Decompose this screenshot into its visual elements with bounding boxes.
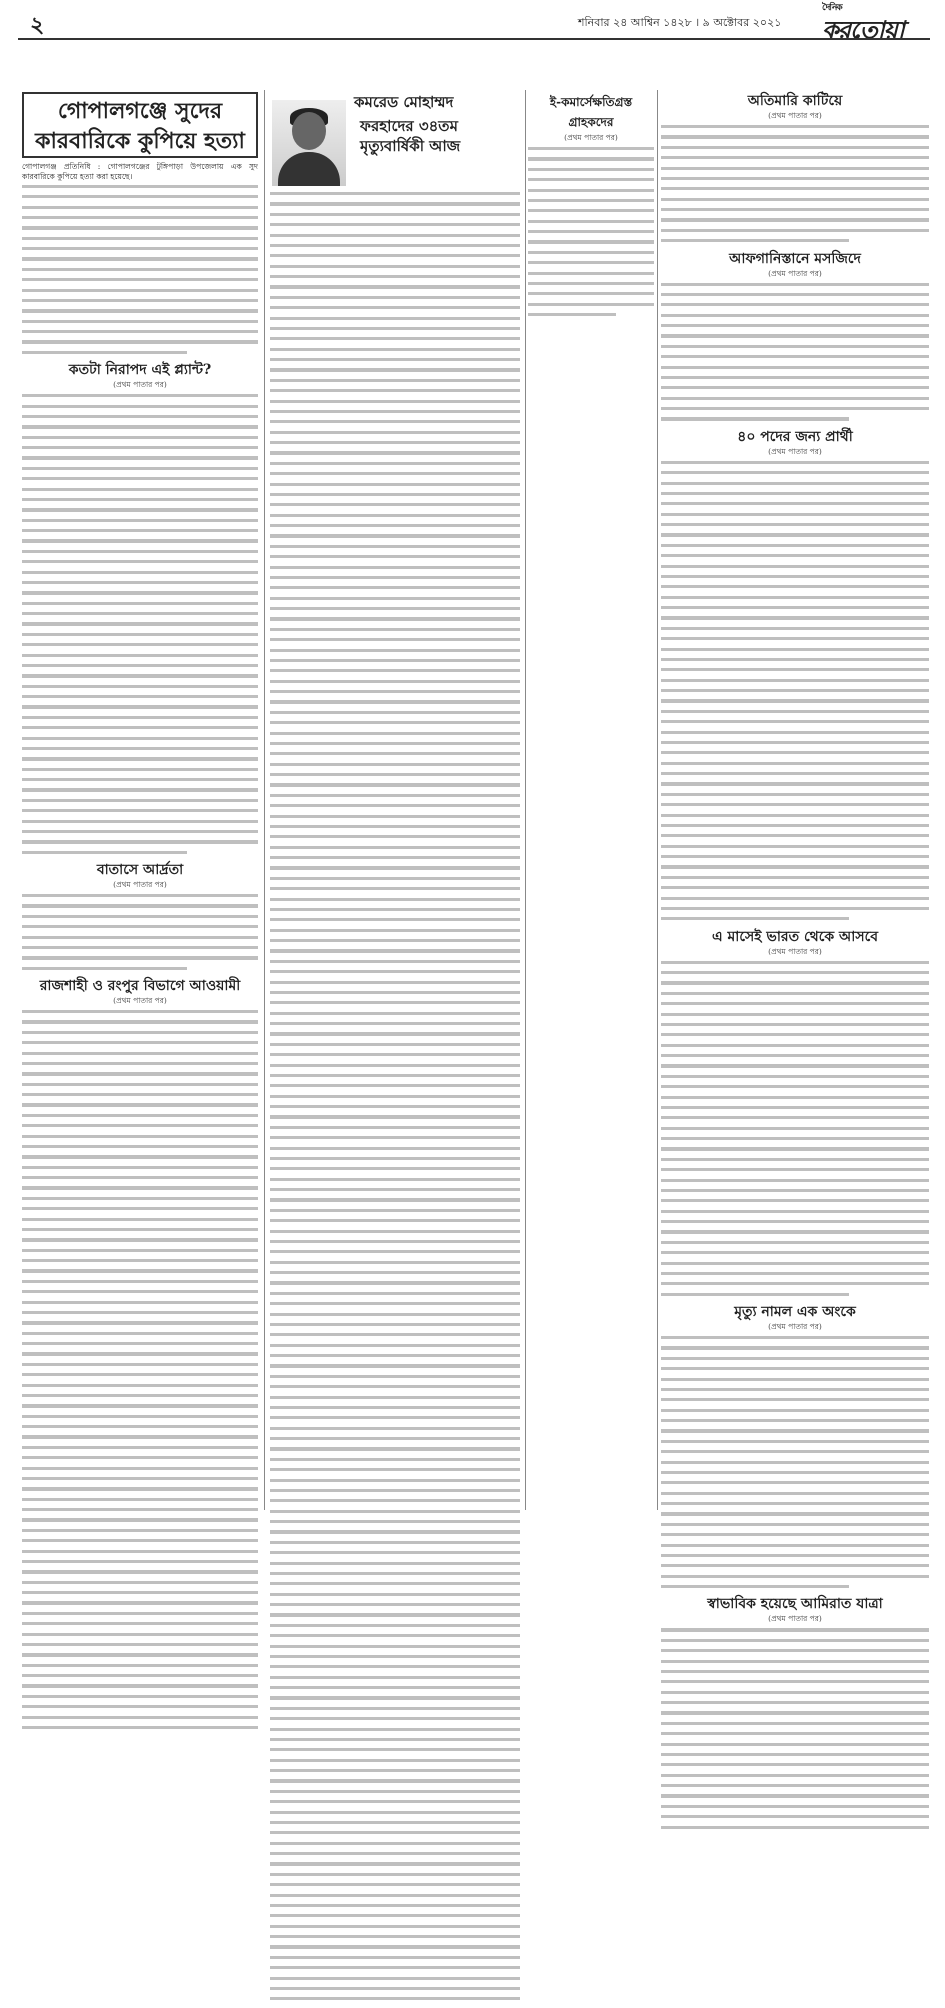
batas-headline: বাতাসে আর্দ্রতা [96, 862, 184, 879]
newspaper-logo [822, 4, 904, 52]
death-continuation: (প্রথম পাতার পর) [768, 1322, 822, 1331]
comrade-lines [346, 116, 520, 156]
rajshahi-continuation: (প্রথম পাতার পর) [113, 996, 167, 1006]
kotota-body [22, 394, 258, 854]
logo-tagline: দৈনিক [822, 3, 842, 13]
comrade-headline-2: ফরহাদের ৩৪তম [360, 117, 458, 135]
gopalganj-body [22, 185, 258, 354]
column-3 [528, 92, 654, 1508]
issue-date: শনিবার ২৪ আশ্বিন ১৪২৮ । ৯ অক্টোবর ২০২১ [578, 16, 782, 29]
gopalganj-headline-1: গোপালগঞ্জে সুদের [57, 98, 223, 124]
india-body [661, 961, 929, 1296]
column-2 [270, 92, 520, 1508]
comrade-body [270, 192, 520, 2008]
column-divider [264, 90, 265, 1510]
amirat-body [661, 1628, 929, 1828]
header-rule [18, 38, 930, 40]
ecommerce-headline: ই-কমার্সেক্ষতিগ্রস্ত গ্রাহকদের [549, 95, 633, 129]
death-headline: মৃত্যু নামল এক অংকে [734, 1304, 856, 1320]
column-divider [525, 90, 526, 1510]
comrade-headline [354, 92, 520, 112]
forty-continuation: (প্রথম পাতার পর) [768, 446, 822, 456]
amirat-continuation: (প্রথম পাতার পর) [768, 1614, 822, 1624]
india-headline: এ মাসেই ভারত থেকে আসবে [712, 928, 878, 945]
rajshahi-body [22, 1010, 258, 1729]
death-body [661, 1336, 929, 1588]
forty-headline: ৪০ পদের জন্য প্রার্থী [737, 428, 853, 445]
comrade-headline-1: কমরেড মোহাম্মদ [354, 93, 454, 111]
column-divider [657, 90, 658, 1510]
forty-body [661, 461, 929, 921]
gopalganj-headline-box [22, 92, 258, 158]
page-header [0, 0, 945, 44]
gopalganj-headline-2: কারবারিকে কুপিয়ে হত্যা [35, 128, 245, 154]
kotota-continuation: (প্রথম পাতার পর) [113, 380, 167, 390]
india-continuation: (প্রথম পাতার পর) [768, 946, 822, 956]
kotota-headline: কতটা নিরাপদ এই প্ল্যান্ট? [68, 362, 212, 379]
afghan-body [661, 283, 929, 421]
batas-continuation: (প্রথম পাতার পর) [113, 880, 167, 890]
batas-body [22, 894, 258, 970]
otimari-body [661, 125, 929, 242]
page-number: ২ [30, 12, 45, 38]
otimari-continuation: (প্রথম পাতার পর) [768, 111, 822, 120]
otimari-headline: অতিমারি কাটিয়ে [747, 93, 843, 109]
logo-text: করতোয়া [822, 15, 904, 44]
comrade-headline-rest [270, 116, 520, 156]
column-4 [661, 92, 929, 1624]
gopalganj-lead: গোপালগঞ্জ প্রতিনিধি : গোপালগঞ্জের টুঙ্গিপাড়া উপজেলায় এক সুদ কারবারিকে কুপিয়ে হত্যা করা হয়েছে। [22, 162, 258, 182]
comrade-headline-3: মৃত্যুবার্ষিকী আজ [360, 137, 461, 155]
afghan-headline: আফগানিস্তানে মসজিদে [729, 250, 861, 267]
ecommerce-continuation: (প্রথম পাতার পর) [564, 133, 618, 142]
ecommerce-body [528, 147, 654, 316]
column-1 [22, 92, 258, 1508]
afghan-continuation: (প্রথম পাতার পর) [768, 268, 822, 278]
amirat-headline: স্বাভাবিক হয়েছে আমিরাত যাত্রা [707, 1596, 883, 1613]
rajshahi-headline: রাজশাহী ও রংপুর বিভাগে আওয়ামী [39, 978, 241, 995]
